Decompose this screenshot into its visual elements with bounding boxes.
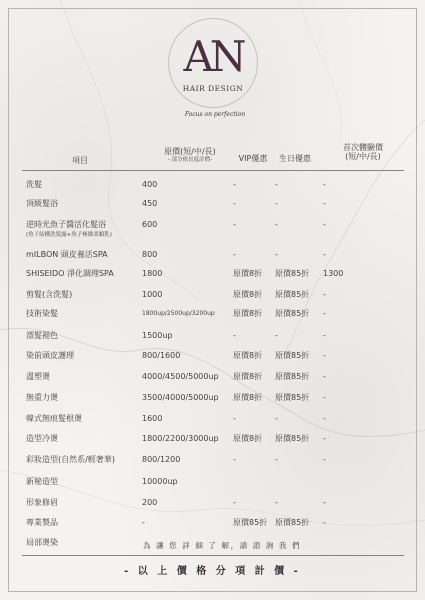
footer-title: - 以 上 價 格 分 項 計 價 -	[124, 566, 301, 577]
brand-tagline: Focus on perfection	[184, 111, 246, 118]
cell-price: 1000	[142, 290, 163, 299]
cell-item: 洗髮	[26, 180, 42, 189]
cell-first: -	[323, 372, 326, 381]
cell-item: 逆時光魚子醬活化髮浴	[26, 220, 106, 229]
table-row	[0, 393, 425, 413]
table-row	[0, 309, 425, 329]
header-first-visit-label: 首次體驗價	[343, 143, 383, 152]
cell-item-note: (魚子結構洗髮露+魚子極緻柔順乳)	[26, 232, 112, 238]
header-birthday: 生日優惠	[279, 154, 311, 163]
cell-item: 形象修眉	[26, 498, 58, 507]
cell-vip: 原價8折	[233, 290, 263, 299]
cell-birthday: 原價85折	[275, 518, 310, 527]
header-first-visit-sub: (短/中/長)	[345, 152, 381, 161]
cell-first: -	[323, 220, 326, 229]
cell-first: 1300	[323, 269, 344, 278]
cell-birthday: -	[275, 250, 278, 259]
cell-vip: 原價8折	[233, 351, 263, 360]
cell-birthday: -	[275, 414, 278, 423]
cell-price: 1800/2200/3000up	[142, 434, 219, 443]
table-row	[0, 269, 425, 289]
cell-birthday: 原價85折	[275, 290, 310, 299]
table-row	[0, 434, 425, 454]
cell-birthday: 原價85折	[275, 372, 310, 381]
table-row	[0, 518, 425, 538]
brand-logo	[168, 18, 258, 108]
cell-birthday: 原價85折	[275, 269, 310, 278]
cell-birthday: -	[275, 220, 278, 229]
cell-first: -	[323, 434, 326, 443]
cell-first: -	[323, 180, 326, 189]
cell-birthday: 原價85折	[275, 309, 310, 318]
cell-price: 400	[142, 180, 158, 189]
cell-birthday: -	[275, 331, 278, 340]
table-row	[0, 372, 425, 392]
cell-price: 200	[142, 498, 158, 507]
header-vip: VIP優惠	[238, 154, 268, 163]
cell-birthday: -	[275, 180, 278, 189]
cell-item: 溫塑燙	[26, 372, 50, 381]
table-row	[0, 290, 425, 310]
cell-vip: -	[233, 455, 236, 464]
table-row	[0, 414, 425, 434]
cell-price: -	[142, 518, 145, 527]
cell-item: 剪髮(含洗髮)	[26, 290, 73, 299]
header-item: 項目	[72, 156, 88, 165]
header-first-visit	[328, 143, 398, 161]
cell-item: 韓式無痕髮根燙	[26, 414, 82, 423]
cell-price: 3500/4000/5000up	[142, 393, 219, 402]
cell-price: 4000/4500/5000up	[142, 372, 219, 381]
cell-first: -	[323, 309, 326, 318]
header-original	[140, 147, 240, 165]
cell-first: -	[323, 393, 326, 402]
table-row	[0, 180, 425, 200]
cell-birthday: -	[275, 199, 278, 208]
cell-item: 新秘造型	[26, 477, 58, 486]
cell-price: 800	[142, 250, 158, 259]
cell-vip: 原價85折	[233, 518, 268, 527]
header-divider	[22, 170, 404, 171]
cell-first: -	[323, 290, 326, 299]
cell-first: -	[323, 199, 326, 208]
cell-vip: -	[233, 199, 236, 208]
cell-item: 漂髮褪色	[26, 331, 58, 340]
cell-birthday: 原價85折	[275, 351, 310, 360]
cell-birthday: -	[275, 498, 278, 507]
cell-price: 1800up/2500up/3200up	[142, 310, 215, 317]
cell-item: mILBON 頭皮養活SPA	[26, 250, 108, 259]
cell-item: 染前頭皮護理	[26, 351, 74, 360]
cell-birthday: 原價85折	[275, 393, 310, 402]
cell-item: 造型冷燙	[26, 434, 58, 443]
logo-subtitle: HAIR DESIGN	[182, 84, 244, 93]
cell-vip: -	[233, 414, 236, 423]
cell-vip: 原價8折	[233, 269, 263, 278]
header-original-note: - 部分依長度計價-	[167, 157, 213, 163]
cell-vip: -	[233, 180, 236, 189]
cell-price: 10000up	[142, 477, 178, 486]
cell-price: 800/1200	[142, 455, 181, 464]
table-row	[0, 498, 425, 518]
cell-vip: -	[233, 331, 236, 340]
header-original-label: 原價(短/中/長)	[164, 147, 216, 156]
cell-price: 1500up	[142, 331, 173, 340]
cell-vip: 原價8折	[233, 393, 263, 402]
logo-mark: AN	[183, 32, 243, 81]
cell-item: 彩妝造型(自然系/輕奢華)	[26, 455, 115, 464]
cell-price: 800/1600	[142, 351, 181, 360]
table-row	[0, 477, 425, 497]
cell-birthday: -	[275, 455, 278, 464]
cell-first: -	[323, 498, 326, 507]
table-row	[0, 220, 425, 240]
footer-divider	[22, 555, 404, 556]
cell-vip: 原價8折	[233, 434, 263, 443]
cell-item: 專業製品	[26, 518, 58, 527]
table-row	[0, 250, 425, 270]
table-row	[0, 455, 425, 475]
cell-first: -	[323, 351, 326, 360]
cell-first: -	[323, 250, 326, 259]
cell-first: -	[323, 518, 326, 527]
cell-price: 1600	[142, 414, 163, 423]
cell-first: -	[323, 455, 326, 464]
cell-item: 技術染髮	[26, 309, 58, 318]
cell-vip: 原價8折	[233, 309, 263, 318]
table-row	[0, 199, 425, 219]
cell-first: -	[323, 414, 326, 423]
cell-vip: -	[233, 498, 236, 507]
cell-item: 無重力燙	[26, 393, 58, 402]
cell-item: 局部燙染	[26, 538, 58, 547]
cell-vip: 原價8折	[233, 372, 263, 381]
cell-vip: -	[233, 250, 236, 259]
cell-item: SHISEIDO 淨化調理SPA	[26, 269, 114, 278]
table-row	[0, 351, 425, 371]
cell-price: 450	[142, 199, 158, 208]
cell-price: 600	[142, 220, 158, 229]
cell-birthday: 原價85折	[275, 434, 310, 443]
footer-note: 為 讓 您 詳 細 了 解，請 諮 詢 我 們	[143, 541, 302, 550]
table-row	[0, 331, 425, 351]
cell-first: -	[323, 331, 326, 340]
cell-vip: -	[233, 220, 236, 229]
cell-item: 頂級髮浴	[26, 199, 58, 208]
cell-price: 1800	[142, 269, 163, 278]
